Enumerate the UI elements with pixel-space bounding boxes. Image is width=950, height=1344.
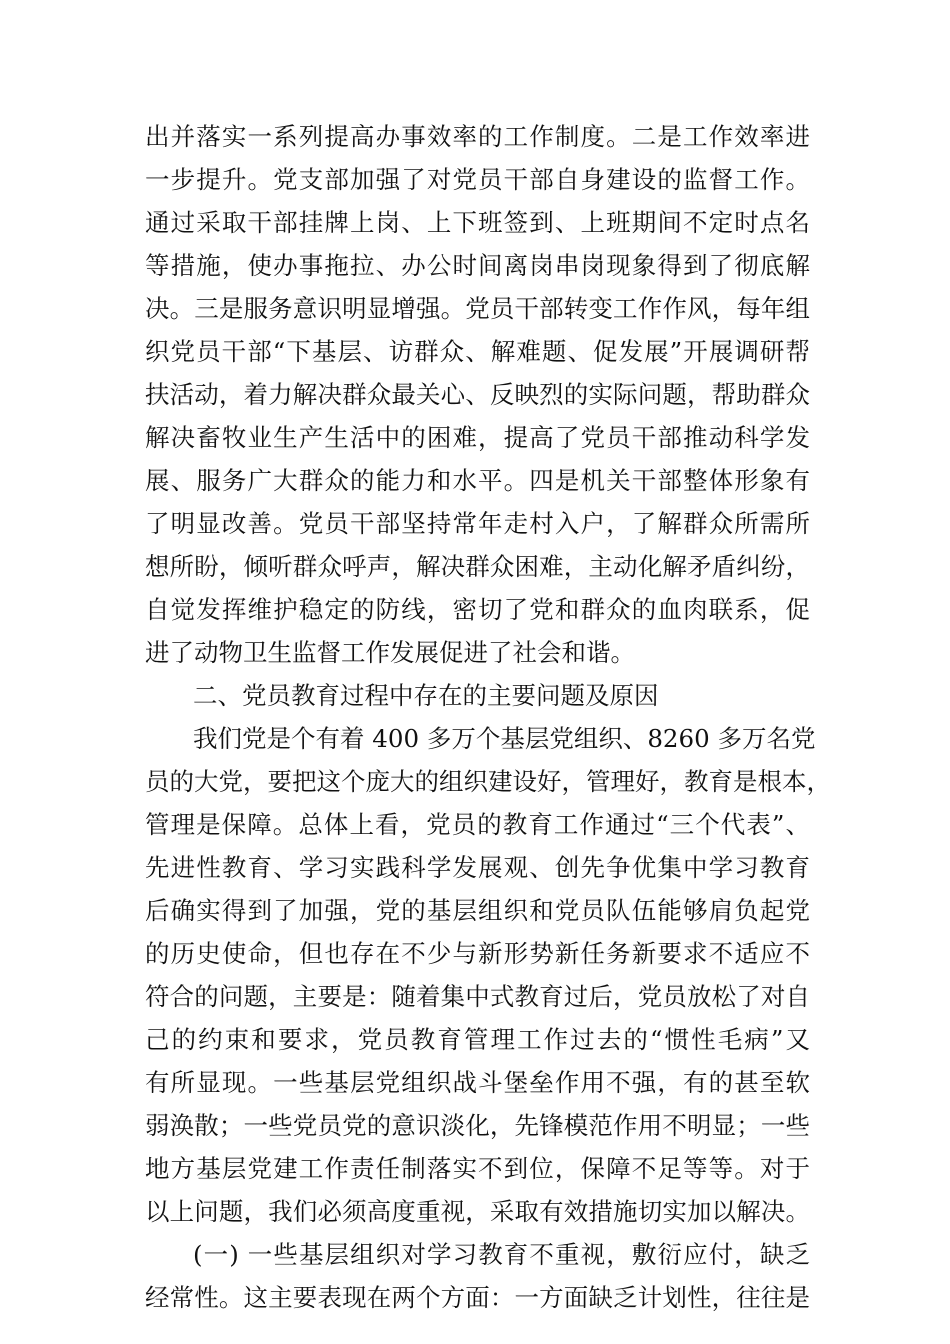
text-line: 弱涣散；一些党员党的意识淡化，先锋模范作用不明显；一些 bbox=[145, 1111, 810, 1140]
text-line: 有所显现。一些基层党组织战斗堡垒作用不强，有的甚至软 bbox=[145, 1068, 810, 1097]
text-line: 等措施，使办事拖拉、办公时间离岗串岗现象得到了彻底解 bbox=[145, 251, 810, 280]
text-line: 以上问题，我们必须高度重视，采取有效措施切实加以解决。 bbox=[145, 1197, 810, 1226]
text-line: 自觉发挥维护稳定的防线，密切了党和群众的血肉联系，促 bbox=[145, 595, 810, 624]
text-line: 一步提升。党支部加强了对党员干部自身建设的监督工作。 bbox=[145, 165, 810, 194]
text-line: 通过采取干部挂牌上岗、上下班签到、上班期间不定时点名 bbox=[145, 208, 810, 237]
text-line: 后确实得到了加强，党的基层组织和党员队伍能够肩负起党 bbox=[145, 896, 810, 925]
section-heading: 二、党员教育过程中存在的主要问题及原因 bbox=[193, 681, 659, 710]
text-line: 想所盼，倾听群众呼声，解决群众困难，主动化解矛盾纠纷， bbox=[145, 552, 810, 581]
text-line: 解决畜牧业生产生活中的困难，提高了党员干部推动科学发 bbox=[145, 423, 810, 452]
text-line: 先进性教育、学习实践科学发展观、创先争优集中学习教育 bbox=[145, 853, 810, 882]
paragraph-first-line: 我们党是个有着 400 多万个基层党组织、8260 多万名党 bbox=[193, 724, 816, 753]
text-line: 了明显改善。党员干部坚持常年走村入户，了解群众所需所 bbox=[145, 509, 810, 538]
text-line: 进了动物卫生监督工作发展促进了社会和谐。 bbox=[145, 638, 635, 667]
paragraph-first-line: (一) 一些基层组织对学习教育不重视，敷衍应付，缺乏 bbox=[193, 1240, 810, 1269]
text-line: 管理是保障。总体上看，党员的教育工作通过“三个代表”、 bbox=[145, 810, 810, 839]
text-line: 决。三是服务意识明显增强。党员干部转变工作作风，每年组 bbox=[145, 294, 810, 323]
text-line: 符合的问题，主要是：随着集中式教育过后，党员放松了对自 bbox=[145, 982, 810, 1011]
text-line: 地方基层党建工作责任制落实不到位，保障不足等等。对于 bbox=[145, 1154, 810, 1183]
text-line: 织党员干部“下基层、访群众、解难题、促发展”开展调研帮 bbox=[145, 337, 810, 366]
text-line: 的历史使命，但也存在不少与新形势新任务新要求不适应不 bbox=[145, 939, 810, 968]
text-line: 经常性。这主要表现在两个方面：一方面缺乏计划性，往往是 bbox=[145, 1283, 810, 1312]
text-line: 展、服务广大群众的能力和水平。四是机关干部整体形象有 bbox=[145, 466, 810, 495]
text-line: 出并落实一系列提高办事效率的工作制度。二是工作效率进 bbox=[145, 122, 810, 151]
text-line: 己的约束和要求，党员教育管理工作过去的“惯性毛病”又 bbox=[145, 1025, 810, 1054]
text-line: 扶活动，着力解决群众最关心、反映烈的实际问题，帮助群众 bbox=[145, 380, 810, 409]
text-line: 员的大党，要把这个庞大的组织建设好，管理好，教育是根本， bbox=[145, 767, 831, 796]
